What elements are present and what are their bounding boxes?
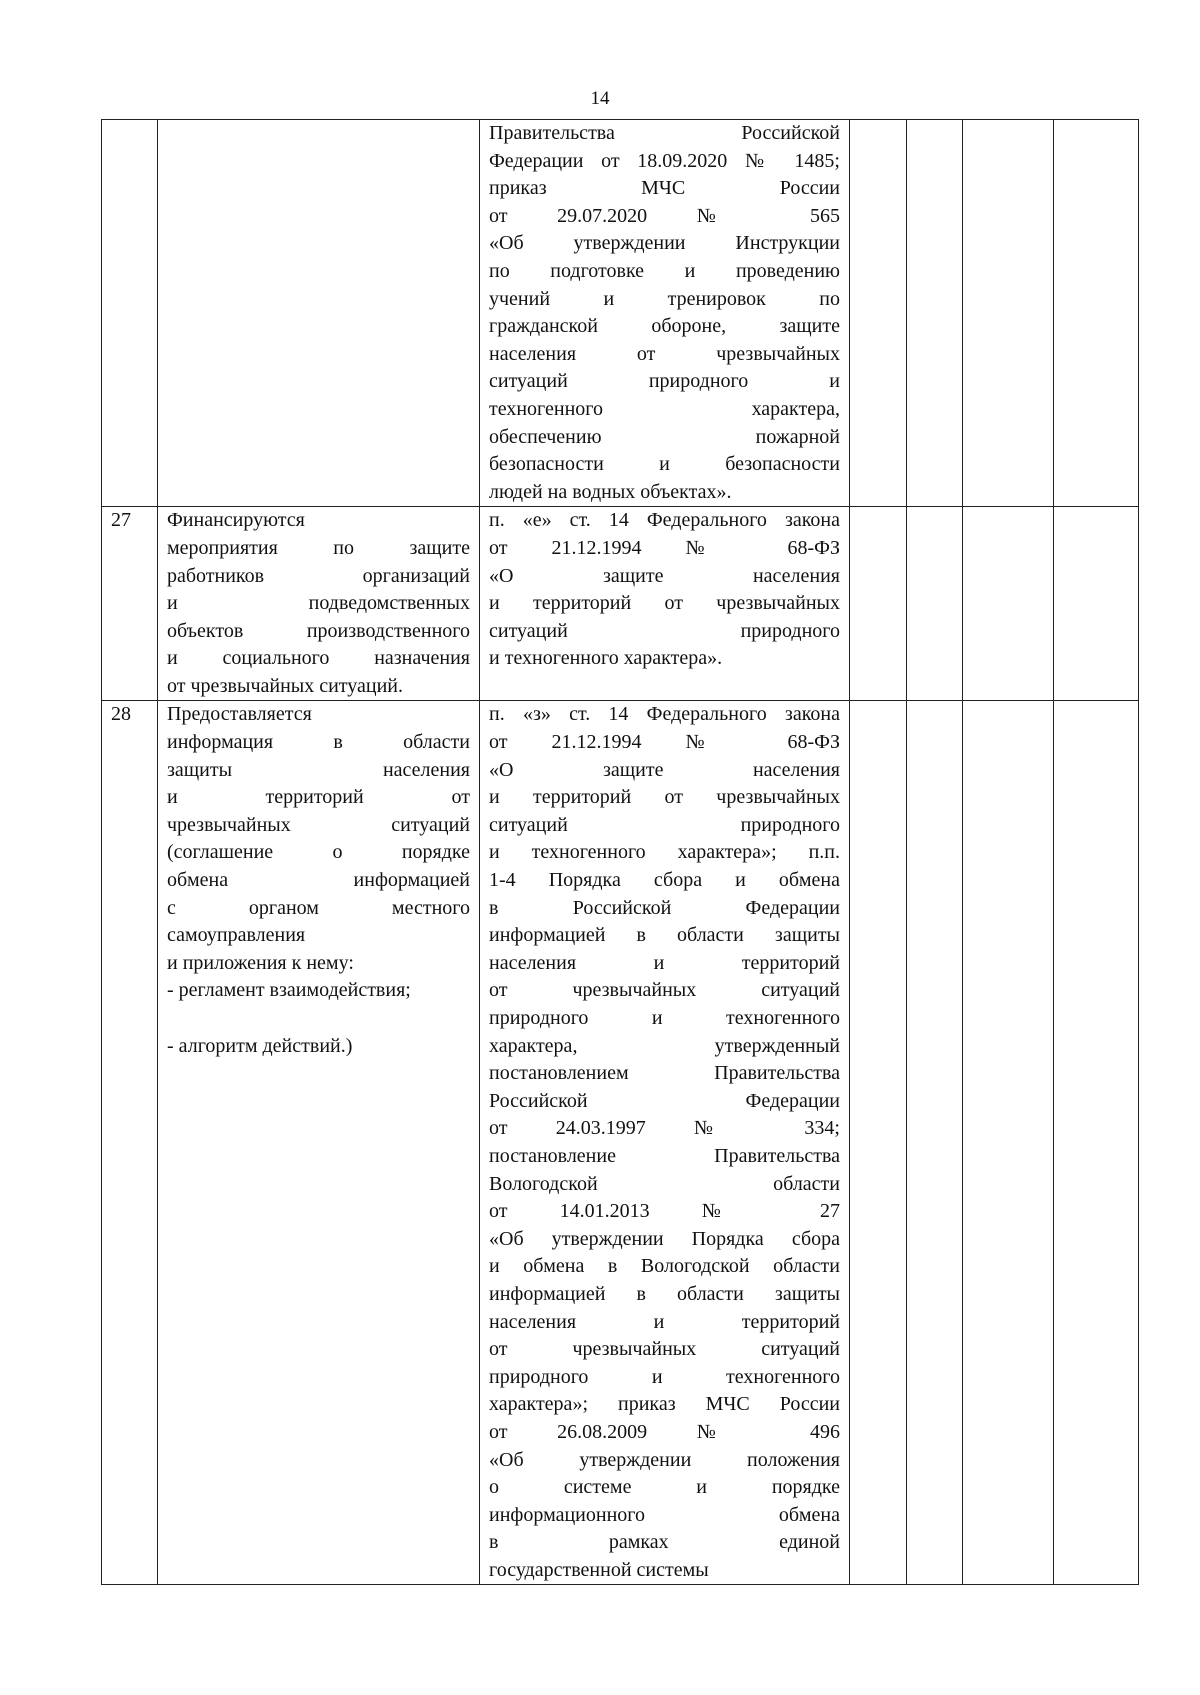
legal-basis-cell-line: обеспечению пожарной xyxy=(489,425,840,448)
requirement-cell-line: (соглашение о порядке xyxy=(167,841,470,864)
requirement-cell-line: Финансируются xyxy=(167,509,305,532)
requirement-cell-line: Предоставляется xyxy=(167,703,312,726)
legal-basis-cell-line: и обмена в Вологодской области xyxy=(489,1255,840,1278)
legal-basis-cell-line: Правительства Российской xyxy=(489,122,840,144)
legal-basis-cell-line: в Российской Федерации xyxy=(489,896,840,919)
requirement-cell-line: информация в области xyxy=(167,731,470,754)
legal-basis-cell-line: от 21.12.1994 № 68-ФЗ xyxy=(489,731,840,754)
table-row xyxy=(102,701,1139,1585)
requirement-cell-line xyxy=(167,1005,470,1033)
requirement-cell-line: и территорий от xyxy=(167,786,470,809)
requirement-cell-line: защиты населения xyxy=(167,758,470,781)
legal-basis-cell-line: от 24.03.1997 № 334; xyxy=(489,1117,840,1140)
requirement-cell xyxy=(158,507,480,701)
legal-basis-cell-line: ситуаций природного xyxy=(489,619,840,642)
row-number: 27 xyxy=(102,507,158,701)
requirement-cell-line: работников организаций xyxy=(167,564,470,587)
legal-basis-cell-line: в рамках единой xyxy=(489,1531,840,1554)
table-row xyxy=(102,507,1139,701)
empty-cell xyxy=(907,120,963,507)
requirement-cell-line: с органом местного xyxy=(167,896,470,919)
empty-cell xyxy=(1054,701,1139,1585)
requirement-cell-line: и подведомственных xyxy=(167,592,470,615)
legal-basis-cell-line: информационного обмена xyxy=(489,1503,840,1526)
legal-basis-cell-line: от чрезвычайных ситуаций xyxy=(489,1338,840,1361)
empty-cell xyxy=(850,701,907,1585)
legal-basis-cell-line: техногенного характера, xyxy=(489,397,840,420)
requirement-cell-line: - алгоритм действий.) xyxy=(167,1034,353,1057)
legal-basis-cell-line: п. «з» ст. 14 Федерального закона xyxy=(489,703,840,726)
requirement-cell-line: обмена информацией xyxy=(167,869,470,892)
legal-basis-cell-line: людей на водных объектах». xyxy=(489,480,732,503)
requirement-cell-line: объектов производственного xyxy=(167,619,470,642)
legal-basis-cell-line: 1-4 Порядка сбора и обмена xyxy=(489,869,840,892)
empty-cell xyxy=(1054,120,1139,507)
legal-basis-cell-line: государственной системы xyxy=(489,1558,709,1581)
legal-basis-cell-line: и техногенного характера»; п.п. xyxy=(489,841,840,864)
legal-basis-cell-line: населения и территорий xyxy=(489,1310,840,1333)
legal-basis-cell-line: постановление Правительства xyxy=(489,1144,840,1167)
requirement-cell-line: - регламент взаимодействия; xyxy=(167,979,411,1002)
empty-cell xyxy=(963,120,1054,507)
row-number: 28 xyxy=(102,701,158,1585)
legal-basis-cell-line: информацией в области защиты xyxy=(489,1282,840,1305)
legal-basis-cell-line: от чрезвычайных ситуаций xyxy=(489,979,840,1002)
requirement-cell xyxy=(158,701,480,1585)
legal-basis-cell-line: п. «е» ст. 14 Федерального закона xyxy=(489,509,840,532)
legal-basis-cell-line: населения от чрезвычайных xyxy=(489,342,840,365)
requirement-cell-line: от чрезвычайных ситуаций. xyxy=(167,674,403,697)
legal-basis-cell-line: характера, утвержденный xyxy=(489,1034,840,1057)
empty-cell xyxy=(907,507,963,701)
legal-basis-cell-line: и техногенного характера». xyxy=(489,647,723,670)
legal-basis-cell xyxy=(480,120,850,507)
legal-basis-cell-line: постановлением Правительства xyxy=(489,1062,840,1085)
legal-basis-cell-line: учений и тренировок по xyxy=(489,287,840,310)
empty-cell xyxy=(1054,507,1139,701)
legal-basis-cell-line: от 29.07.2020 № 565 xyxy=(489,204,840,227)
requirement-cell-line: самоуправления xyxy=(167,924,306,947)
legal-basis-cell-line: безопасности и безопасности xyxy=(489,453,840,476)
legal-basis-cell-line: от 21.12.1994 № 68-ФЗ xyxy=(489,536,840,559)
requirement-cell-line: и социального назначения xyxy=(167,647,470,670)
page-number: 14 xyxy=(590,88,610,109)
legal-basis-cell-line: гражданской обороне, защите xyxy=(489,315,840,338)
legal-basis-cell-line: «О защите населения xyxy=(489,758,840,781)
legal-basis-cell-line: характера»; приказ МЧС России xyxy=(489,1393,840,1416)
row-number xyxy=(102,120,158,507)
table-body xyxy=(102,120,1139,1585)
legal-basis-cell-line: природного и техногенного xyxy=(489,1007,840,1029)
legal-basis-cell-line: ситуаций природного xyxy=(489,813,840,836)
requirement-cell-line: мероприятия по защите xyxy=(167,536,470,559)
empty-cell xyxy=(963,701,1054,1585)
empty-cell xyxy=(850,120,907,507)
requirement-cell-line: и приложения к нему: xyxy=(167,951,354,974)
legal-basis-cell-line: приказ МЧС России xyxy=(489,177,840,200)
legal-basis-cell-line: от 14.01.2013 № 27 xyxy=(489,1200,840,1223)
empty-cell xyxy=(850,507,907,701)
legal-basis-cell-line: и территорий от чрезвычайных xyxy=(489,786,840,809)
requirement-cell xyxy=(158,120,480,507)
empty-cell xyxy=(907,701,963,1585)
requirements-table xyxy=(101,119,1139,1585)
legal-basis-cell-line: «О защите населения xyxy=(489,564,840,587)
legal-basis-cell-line: «Об утверждении положения xyxy=(489,1448,840,1471)
legal-basis-cell-line: от 26.08.2009 № 496 xyxy=(489,1420,840,1443)
legal-basis-cell-line: Вологодской области xyxy=(489,1172,840,1195)
table-row xyxy=(102,120,1139,507)
legal-basis-cell-line: природного и техногенного xyxy=(489,1365,840,1388)
legal-basis-cell xyxy=(480,701,850,1585)
legal-basis-cell-line: информацией в области защиты xyxy=(489,924,840,947)
legal-basis-cell-line: о системе и порядке xyxy=(489,1476,840,1499)
legal-basis-cell-line: «Об утверждении Порядка сбора xyxy=(489,1227,840,1250)
legal-basis-cell-line: ситуаций природного и xyxy=(489,370,840,393)
legal-basis-cell-line: и территорий от чрезвычайных xyxy=(489,592,840,615)
empty-cell xyxy=(963,507,1054,701)
legal-basis-cell-line: «Об утверждении Инструкции xyxy=(489,232,840,255)
legal-basis-cell-line: населения и территорий xyxy=(489,951,840,974)
legal-basis-cell-line: Российской Федерации xyxy=(489,1089,840,1112)
legal-basis-cell xyxy=(480,507,850,701)
requirement-cell-line: чрезвычайных ситуаций xyxy=(167,813,470,836)
legal-basis-cell-line: Федерации от 18.09.2020 № 1485; xyxy=(489,149,840,172)
legal-basis-cell-line: по подготовке и проведению xyxy=(489,259,840,282)
